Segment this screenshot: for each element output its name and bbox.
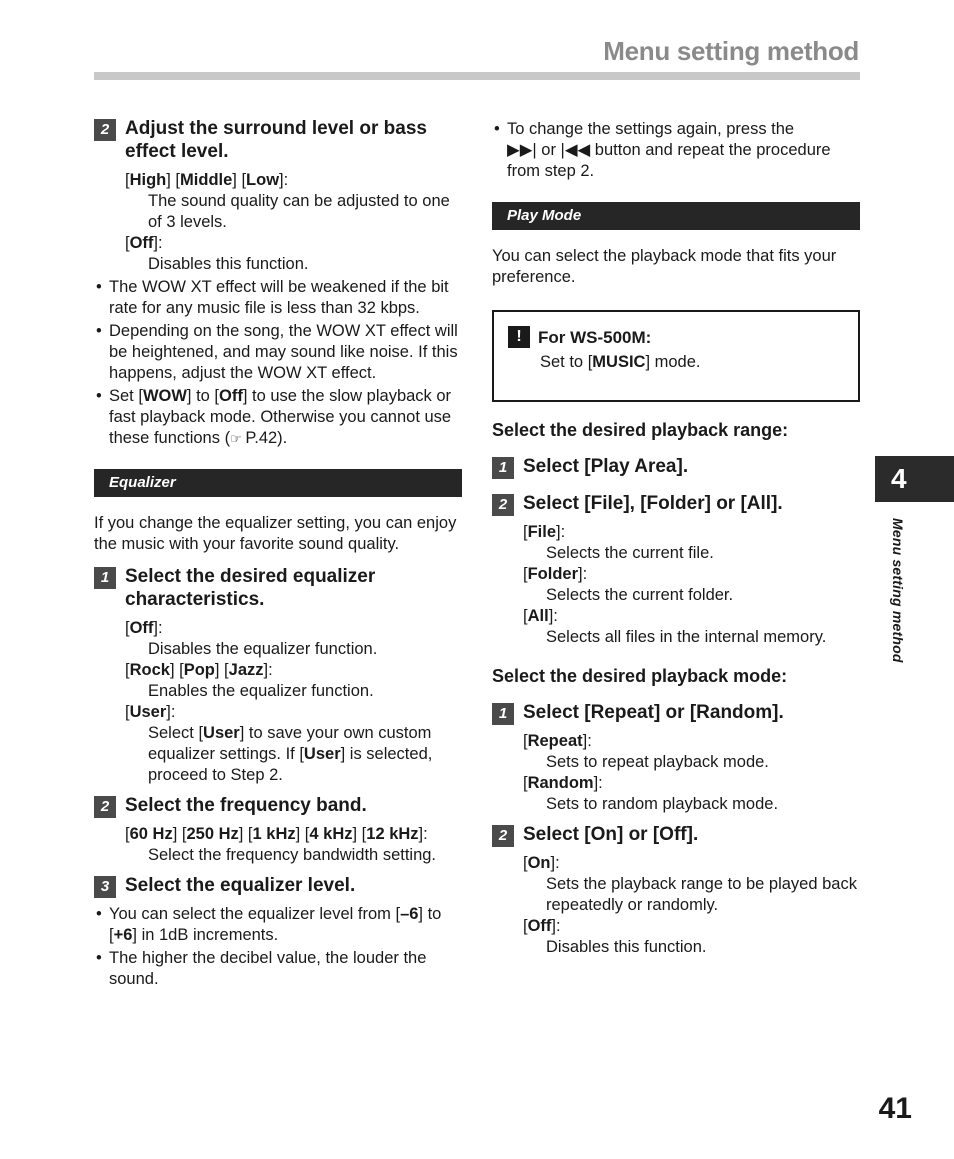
option-repeat-desc: Sets to repeat playback mode. xyxy=(546,753,769,771)
option-mode-off: [Off]: xyxy=(523,917,561,935)
option-folder-desc: Selects the current folder. xyxy=(546,586,734,604)
option-rock-pop-jazz: [Rock] [Pop] [Jazz]: xyxy=(125,661,273,679)
step-title: Select [File], [Folder] or [All]. xyxy=(523,493,783,514)
option-levels: [High] [Middle] [Low]: xyxy=(125,171,289,189)
step-frequency-band xyxy=(94,794,462,817)
step-play-area xyxy=(492,455,860,478)
option-middle: Middle xyxy=(180,171,233,189)
option-off: [Off]: xyxy=(125,234,163,252)
option-low: Low xyxy=(246,171,280,189)
step-file-folder-all xyxy=(492,492,860,515)
option-all-desc: Selects all files in the internal memory. xyxy=(546,628,827,646)
step-equalizer-level xyxy=(94,874,462,897)
option-eq-off: [Off]: xyxy=(125,619,163,637)
step-number: 1 xyxy=(94,567,116,589)
step-adjust-surround xyxy=(94,117,462,163)
page-header-title: Menu setting method xyxy=(603,36,859,66)
step-number: 2 xyxy=(492,494,514,516)
exclamation-icon: ! xyxy=(508,326,530,348)
option-repeat: [Repeat]: xyxy=(523,732,592,750)
step-on-off xyxy=(492,823,860,846)
option-mode-off-desc: Disables this function. xyxy=(546,938,707,956)
bullet-decibel: • The higher the decibel value, the louder the sound. xyxy=(94,948,462,990)
bullet-bitrate: • The WOW XT effect will be weakened if the bit rate for any music file is less than 32 kbps. xyxy=(94,277,462,319)
bullet-song: • Depending on the song, the WOW XT effect will be heightened, and may sound like noise. If this happens, adjust the WOW XT effect. xyxy=(94,321,462,384)
header-rule xyxy=(94,72,860,80)
section-bar-equalizer: Equalizer xyxy=(94,469,462,497)
option-high: High xyxy=(129,171,167,189)
step-title: Select the frequency band. xyxy=(125,795,367,816)
option-rock-pop-jazz-desc: Enables the equalizer function. xyxy=(148,682,374,700)
option-all: [All]: xyxy=(523,607,558,625)
option-on: [On]: xyxy=(523,854,560,872)
note-text: Set to [MUSIC] mode. xyxy=(540,353,701,371)
page-number: 41 xyxy=(878,1092,912,1125)
skip-forward-icon: ▶▶| xyxy=(507,141,537,159)
option-frequencies-desc: Select the frequency bandwidth setting. xyxy=(148,846,437,864)
note-title: For WS-500M: xyxy=(538,327,652,347)
step-repeat-random xyxy=(492,701,860,724)
option-random-desc: Sets to random playback mode. xyxy=(546,795,779,813)
step-title: Select [On] or [Off]. xyxy=(523,824,699,845)
step-number: 1 xyxy=(492,703,514,725)
step-number: 2 xyxy=(94,119,116,141)
section-bar-play-mode: Play Mode xyxy=(492,202,860,230)
option-random: [Random]: xyxy=(523,774,603,792)
option-file: [File]: xyxy=(523,523,566,541)
skip-back-icon: |◀◀ xyxy=(560,141,591,159)
option-user-desc: Select [User] to save your own custom equalizer settings. If [User] is selected, proceed to Step 2. xyxy=(148,724,433,784)
heading-playback-mode: Select the desired playback mode: xyxy=(492,666,788,686)
note-box xyxy=(492,310,860,402)
option-on-desc: Sets the playback range to be played back repeatedly or randomly. xyxy=(546,875,857,914)
step-number: 1 xyxy=(492,457,514,479)
chapter-tab: 4 xyxy=(875,456,954,502)
option-folder: [Folder]: xyxy=(523,565,588,583)
step-number: 3 xyxy=(94,876,116,898)
option-file-desc: Selects the current file. xyxy=(546,544,714,562)
bullet-eq-range: • You can select the equalizer level from [–6] to [+6] in 1dB increments. xyxy=(94,904,462,946)
option-levels-desc: The sound quality can be adjusted to one of 3 levels. xyxy=(148,192,450,231)
left-column xyxy=(94,117,462,992)
right-column xyxy=(492,117,860,958)
option-user: [User]: xyxy=(125,703,176,721)
reference-hand-icon: ☞ xyxy=(230,431,246,446)
step-title: Adjust the surround level or bass effect level. xyxy=(125,118,427,162)
step-title: Select [Repeat] or [Random]. xyxy=(523,702,784,723)
step-title: Select [Play Area]. xyxy=(523,456,689,477)
heading-playback-range: Select the desired playback range: xyxy=(492,420,789,440)
option-eq-off-desc: Disables the equalizer function. xyxy=(148,640,378,658)
step-number: 2 xyxy=(492,825,514,847)
step-title: Select the equalizer level. xyxy=(125,875,356,896)
playmode-intro: You can select the playback mode that fits your preference. xyxy=(492,247,837,286)
step-number: 2 xyxy=(94,796,116,818)
equalizer-intro: If you change the equalizer setting, you can enjoy the music with your favorite sound quality. xyxy=(94,514,457,553)
bullet-change-settings: • To change the settings again, press the ▶▶| or |◀◀ button and repeat the procedure from step 2. xyxy=(492,119,860,182)
step-equalizer-characteristics xyxy=(94,565,462,611)
option-frequencies: [60 Hz] [250 Hz] [1 kHz] [4 kHz] [12 kHz]: xyxy=(125,825,428,843)
bullet-wow: • Set [WOW] to [Off] to use the slow playback or fast playback mode. Otherwise you cannot use these functions (☞ P.42). xyxy=(94,386,462,449)
step-title: Select the desired equalizer characteristics. xyxy=(125,566,376,610)
option-off-label: Off xyxy=(129,234,154,252)
side-section-label: Menu setting method xyxy=(890,518,906,663)
option-off-desc: Disables this function. xyxy=(148,255,309,273)
